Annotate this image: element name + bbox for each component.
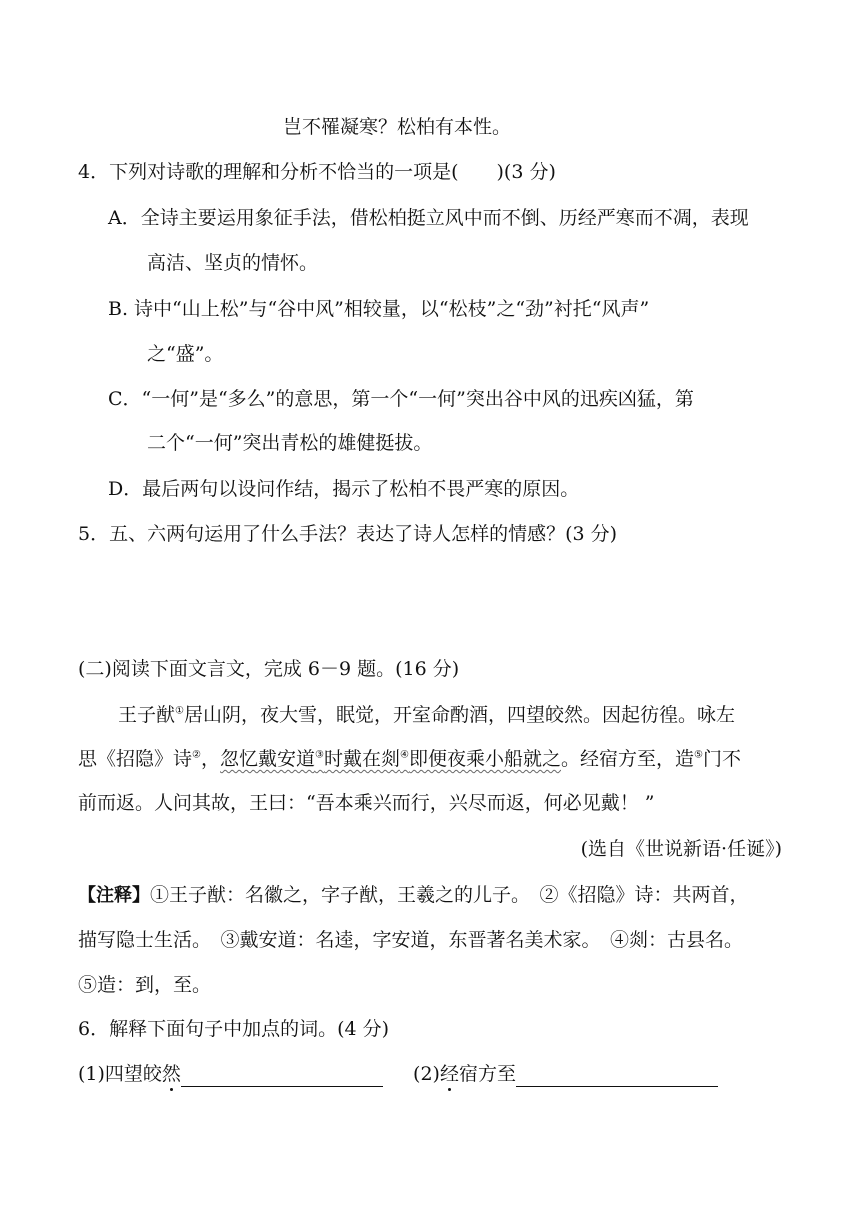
- passage-text: 思《招隐》诗: [78, 748, 193, 770]
- dotted-word: 然: [161, 1063, 181, 1085]
- question-4-stem: 4．下列对诗歌的理解和分析不恰当的一项是( )(3 分): [78, 161, 556, 183]
- passage-text: ，: [200, 748, 220, 770]
- option-c-line2: 二个“一何”突出青松的雄健挺拔。: [147, 432, 433, 454]
- item-2-label: (2): [413, 1063, 440, 1085]
- item-2-rest: 宿方至: [458, 1063, 516, 1085]
- passage-line-3: 前而返。人问其故，王曰：“吾本乘兴而行，兴尽而返，何必见戴！ ”: [78, 792, 655, 814]
- passage-line-1: [118, 702, 735, 728]
- item-1-label: (1)四望皎: [78, 1063, 162, 1085]
- passage-text: 王子猷: [118, 704, 176, 726]
- passage-line-2: [78, 746, 741, 772]
- notes-line-3: ⑤造：到，至。: [78, 974, 212, 996]
- option-d: D．最后两句以设问作结，揭示了松柏不畏严寒的原因。: [108, 478, 580, 500]
- option-b-line2: 之“盛”。: [147, 343, 224, 365]
- notes-line-1: [78, 882, 749, 909]
- question-5: 5．五、六两句运用了什么手法？表达了诗人怎样的情感？(3 分): [78, 523, 618, 545]
- note-ref: ①: [175, 705, 184, 717]
- dotted-word: 经: [439, 1063, 459, 1085]
- option-b-line1: B. 诗中“山上松”与“谷中风”相较量，以“松枝”之“劲”衬托“风声”: [108, 298, 650, 320]
- passage-source: (选自《世说新语·任诞》): [580, 838, 782, 860]
- poem-last-line: 岂不罹凝寒？松柏有本性。: [283, 116, 512, 138]
- note-ref: ②: [192, 749, 201, 761]
- option-a-line2: 高洁、坚贞的情怀。: [147, 252, 319, 274]
- passage-text: 居山阴，夜大雪，眠觉，开室命酌酒，四望皎然。因起彷徨。咏左: [183, 704, 735, 726]
- section-2-heading: (二)阅读下面文言文，完成 6－9 题。(16 分): [78, 658, 460, 680]
- wavy-underlined-text: 忽忆戴安道③时戴在剡④即便夜乘小船就之: [220, 748, 561, 770]
- passage-text: 门不: [702, 748, 741, 770]
- option-c-line1: C．“一何”是“多么”的意思，第一个“一何”突出谷中风的迅疾凶猛，第: [108, 388, 694, 410]
- note-ref: ④: [400, 749, 409, 761]
- note-ref: ⑤: [694, 749, 703, 761]
- notes-label: 【注释】: [78, 885, 150, 906]
- notes-line-2: 描写隐士生活。 ③戴安道：名逵，字安道，东晋著名美术家。 ④剡：古县名。: [78, 929, 744, 951]
- notes-text: ①王子猷：名徽之，字子猷，王羲之的儿子。 ②《招隐》诗：共两首，: [150, 884, 749, 906]
- question-6-stem: 6．解释下面句子中加点的词。(4 分): [78, 1018, 390, 1040]
- question-6-items: [78, 1061, 718, 1087]
- answer-blank-2[interactable]: [516, 1064, 718, 1087]
- answer-blank-1[interactable]: [181, 1064, 383, 1087]
- note-ref: ③: [315, 749, 324, 761]
- option-a-line1: A．全诗主要运用象征手法，借松柏挺立风中而不倒、历经严寒而不凋，表现: [108, 207, 749, 229]
- passage-text: 。经宿方至，造: [560, 748, 694, 770]
